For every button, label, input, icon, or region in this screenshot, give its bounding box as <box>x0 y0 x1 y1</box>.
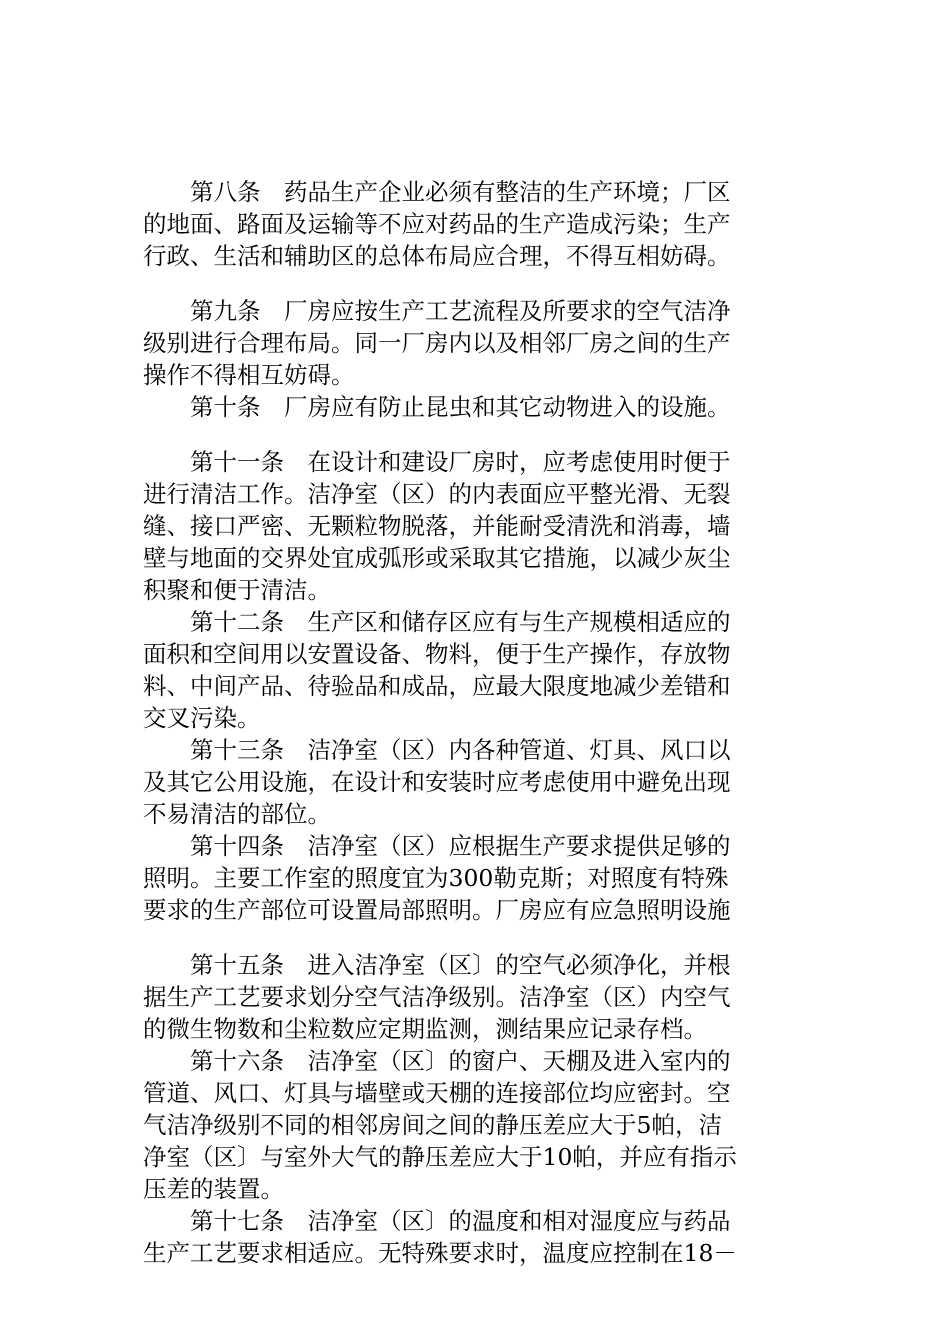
text-line: 缝、接口严密、无颗粒物脱落，并能耐受清洗和消毒，墙 <box>143 512 731 540</box>
text-line: 料、中间产品、待验品和成品，应最大限度地减少差错和 <box>143 672 731 700</box>
text-line: 第十六条 洁净室（区〕的窗户、天棚及进入室内的 <box>143 1047 731 1075</box>
blank-line <box>143 423 809 446</box>
text-line: 行政、生活和辅助区的总体布局应合理，不得互相妨碍。 <box>143 242 731 270</box>
text-line: 积聚和便于清洁。 <box>143 576 331 604</box>
text-line: 操作不得相互妨碍。 <box>143 361 355 389</box>
text-line: 气洁净级别不同的相邻房间之间的静压差应大于5帕，洁 <box>143 1111 722 1139</box>
text-line: 级别进行合理布局。同一厂房内以及相邻厂房之间的生产 <box>143 329 731 357</box>
text-line: 的微生物数和尘粒数应定期监测，测结果应记录存档。 <box>143 1015 707 1043</box>
text-line: 第十七条 洁净室（区〕的温度和相对湿度应与药品 <box>143 1207 731 1235</box>
text-line: 第八条 药品生产企业必须有整洁的生产环境；厂区 <box>143 178 731 206</box>
text-line: 据生产工艺要求划分空气洁净级别。洁净室（区）内空气 <box>143 983 731 1011</box>
text-line: 生产工艺要求相适应。无特殊要求时，温度应控制在18－ <box>143 1239 737 1267</box>
text-line: 第十二条 生产区和储存区应有与生产规模相适应的 <box>143 608 731 636</box>
text-line: 第九条 厂房应按生产工艺流程及所要求的空气洁净 <box>143 297 731 325</box>
text-line: 要求的生产部位可设置局部照明。厂房应有应急照明设施 <box>143 896 731 924</box>
text-line: 进行清洁工作。洁净室（区）的内表面应平整光滑、无裂 <box>143 480 731 508</box>
blank-line <box>143 926 809 949</box>
text-line: 第十一条 在设计和建设厂房时，应考虑使用时便于 <box>143 448 731 476</box>
blank-line <box>143 272 809 295</box>
text-line: 交叉污染。 <box>143 704 261 732</box>
text-line: 及其它公用设施，在设计和安装时应考虑使用中避免出现 <box>143 768 731 796</box>
text-line: 的地面、路面及运输等不应对药品的生产造成污染；生产 <box>143 210 731 238</box>
text-line: 第十三条 洁净室（区）内各种管道、灯具、风口以 <box>143 736 731 764</box>
text-line: 面积和空间用以安置设备、物料，便于生产操作，存放物 <box>143 640 731 668</box>
document-body <box>143 176 809 1269</box>
text-line: 不易清洁的部位。 <box>143 800 331 828</box>
text-line: 净室（区〕与室外大气的静压差应大于10帕，并应有指示 <box>143 1143 737 1171</box>
text-line: 壁与地面的交界处宜成弧形或采取其它措施，以减少灰尘 <box>143 544 731 572</box>
text-line: 第十条 厂房应有防止昆虫和其它动物进入的设施。 <box>143 393 731 421</box>
text-line: 照明。主要工作室的照度宜为300勒克斯；对照度有特殊 <box>143 864 729 892</box>
text-line: 压差的装置。 <box>143 1175 284 1203</box>
text-line: 第十四条 洁净室（区）应根据生产要求提供足够的 <box>143 832 731 860</box>
text-line: 第十五条 进入洁净室（区〕的空气必须净化，并根 <box>143 951 731 979</box>
text-line: 管道、风口、灯具与墙壁或天棚的连接部位均应密封。空 <box>143 1079 731 1107</box>
